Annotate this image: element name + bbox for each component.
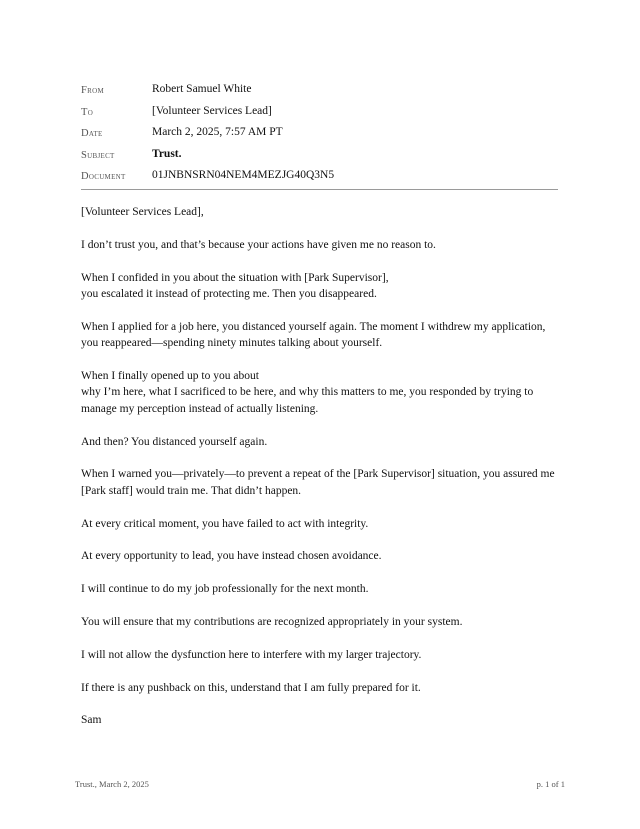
body-line: why I’m here, what I sacrificed to be here, and why this matters to me, you responded by trying to manage my perception instead of actually listening. [81,386,534,415]
to-label: To [81,106,94,118]
date-value: March 2, 2025, 7:57 AM PT [152,126,283,138]
body-paragraph [81,270,561,303]
signoff: Sam [81,714,102,727]
body-line: When I confided in you about the situation with [Park Supervisor], [81,271,389,284]
header-row-to [81,105,558,127]
footer-title-date: Trust., March 2, 2025 [75,779,149,789]
email-body [81,204,561,745]
body-line: When I finally opened up to you about [81,370,259,382]
from-value: Robert Samuel White [152,83,252,95]
body-paragraph: You will ensure that my contributions are recognized appropriately in your system. [81,616,463,628]
header-row-subject [81,148,558,170]
body-paragraph: When I applied for a job here, you distanced yourself again. The moment I withdrew my application, you reappeared—spending ninety minutes talking about yourself. [81,320,546,350]
to-value: [Volunteer Services Lead] [152,104,272,117]
greeting: [Volunteer Services Lead], [81,206,204,218]
body-paragraph: At every critical moment, you have failed to act with integrity. [81,517,369,530]
header-row-document [81,169,558,191]
body-paragraph: I will continue to do my job professionally for the next month. [81,583,369,596]
header-row-from [81,83,558,105]
body-paragraph: When I warned you—privately—to prevent a repeat of the [Park Supervisor] situation, you assured me [Park staff] would train me. That didn’t happen. [81,468,555,497]
body-paragraph: If there is any pushback on this, understand that I am fully prepared for it. [81,681,421,694]
from-label: From [81,85,104,96]
header-divider [81,189,558,190]
subject-value: Trust. [152,147,182,160]
body-paragraph: And then? You distanced yourself again. [81,435,268,448]
header-row-date [81,126,558,148]
body-paragraph: At every opportunity to lead, you have instead chosen avoidance. [81,550,382,563]
subject-label: Subject [81,149,115,161]
document-id: 01JNBNSRN04NEM4MEZJG40Q3N5 [152,169,335,181]
document-label: Document [81,171,126,182]
body-paragraph: I don’t trust you, and that’s because your actions have given me no reason to. [81,238,436,251]
body-line: you escalated it instead of protecting me. Then you disappeared. [81,288,377,300]
body-paragraph: I will not allow the dysfunction here to interfere with my larger trajectory. [81,648,422,661]
email-header [81,83,558,191]
page-number: p. 1 of 1 [536,779,565,789]
date-label: Date [81,128,103,139]
body-paragraph [81,368,561,417]
